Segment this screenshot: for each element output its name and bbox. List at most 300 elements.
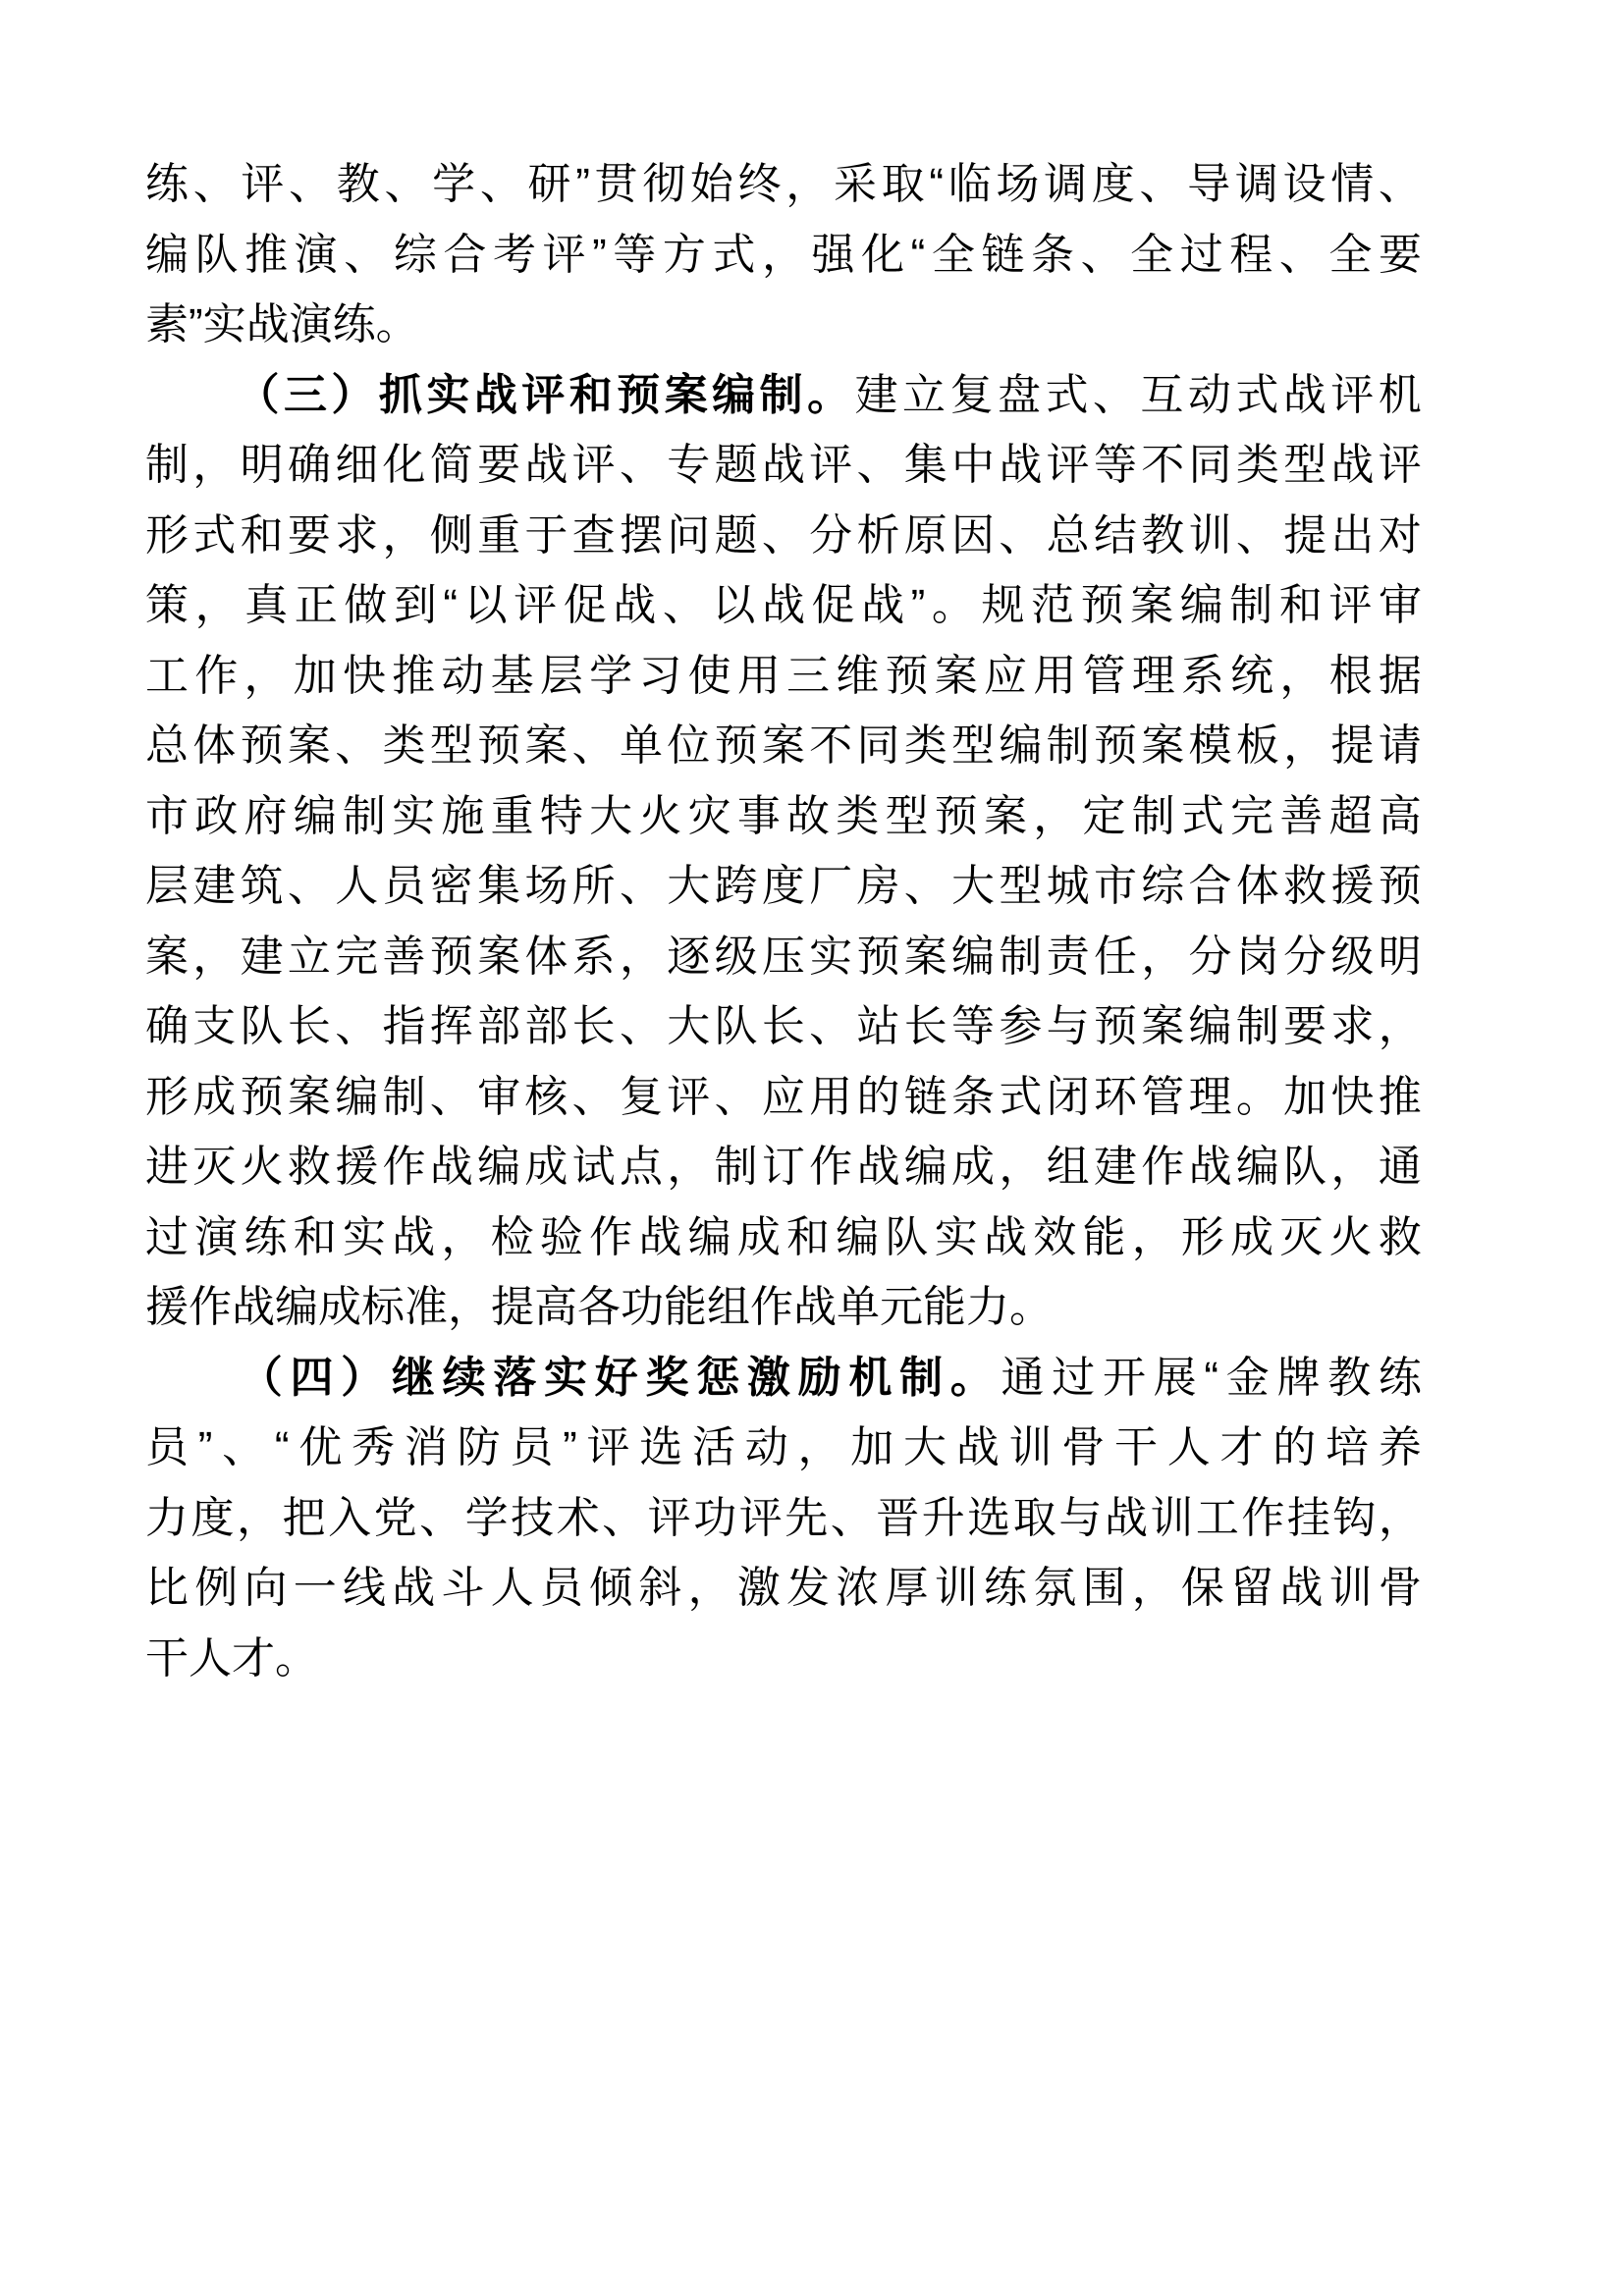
text-char: 训	[1150, 1493, 1194, 1542]
text-char: ，	[761, 230, 805, 279]
text-char: 才	[232, 1633, 275, 1682]
text-char: 等	[951, 1002, 996, 1050]
text-char: 编	[293, 791, 337, 840]
text-char: 开	[1102, 1353, 1146, 1402]
text-char: 条	[1031, 230, 1074, 279]
text-char: 长	[903, 1002, 947, 1050]
text-char: 、	[335, 1002, 379, 1050]
text-char: 合	[1188, 862, 1232, 910]
text-char: 支	[192, 1002, 237, 1050]
text-char: 立	[902, 370, 947, 419]
section-heading-char: 。	[949, 1353, 994, 1402]
text-line	[145, 501, 1422, 571]
text-char: 问	[667, 510, 711, 560]
text-line	[145, 1202, 1422, 1273]
text-char: 府	[244, 791, 288, 840]
text-char: 编	[1188, 1002, 1232, 1050]
text-char: 建	[1093, 1143, 1137, 1191]
text-char: 比	[145, 1564, 189, 1612]
text-char: 练	[145, 160, 189, 208]
text-char: 超	[1328, 791, 1373, 840]
text-char: 提	[1330, 721, 1375, 770]
text-char: 。	[375, 300, 419, 348]
text-char: 战	[524, 441, 568, 489]
text-char: 做	[344, 581, 388, 629]
text-char: ”	[575, 160, 590, 208]
text-char: 机	[1378, 370, 1422, 419]
text-char: 式	[999, 1072, 1043, 1121]
text-char: 评	[1330, 370, 1375, 419]
text-char: 要	[477, 441, 521, 489]
text-char: 推	[1378, 1072, 1422, 1121]
text-char: 程	[1229, 230, 1273, 279]
text-char: “	[1204, 1353, 1219, 1402]
section-heading-char: 三	[283, 370, 327, 419]
text-char: 、	[1139, 160, 1183, 208]
text-char: 作	[1141, 1143, 1185, 1191]
text-char: 三	[786, 651, 831, 700]
text-char: 体	[1235, 862, 1279, 910]
text-char: 评	[514, 581, 558, 629]
section-heading-char: 惩	[696, 1353, 740, 1402]
section-heading-char: 制	[759, 370, 803, 419]
text-char: 作	[189, 1283, 232, 1331]
text-char: 终	[737, 160, 782, 208]
text-char: 建	[854, 370, 898, 419]
text-char: 型	[951, 721, 996, 770]
text-char: 和	[1278, 581, 1323, 629]
text-char: 事	[736, 791, 781, 840]
section-heading-char: 继	[391, 1353, 435, 1402]
text-char: 快	[342, 651, 386, 700]
text-char: 元	[880, 1283, 923, 1331]
text-char: 战	[793, 1283, 837, 1331]
text-char: 升	[921, 1493, 965, 1542]
text-char: 筑	[240, 862, 284, 910]
text-char: 各	[577, 1283, 621, 1331]
text-char: “	[274, 1423, 290, 1471]
text-char: 复	[619, 1072, 663, 1121]
text-char: 案	[934, 651, 978, 700]
text-char: 演	[294, 230, 338, 279]
text-char: 式	[1235, 370, 1279, 419]
text-char: 实	[392, 791, 436, 840]
text-char: ，	[194, 581, 239, 629]
text-char: 集	[477, 862, 521, 910]
text-char: 过	[1179, 230, 1223, 279]
text-char: 确	[145, 1002, 189, 1050]
text-char: 案	[903, 932, 947, 981]
text-char: 演	[289, 300, 333, 348]
text-char: ，	[999, 1143, 1043, 1191]
text-char: 使	[687, 651, 731, 700]
text-char: 重	[477, 510, 521, 560]
text-char: 环	[1093, 1072, 1137, 1121]
text-char: 一	[293, 1564, 337, 1612]
text-char: 评	[1046, 441, 1090, 489]
section-heading-char: ）	[331, 370, 375, 419]
text-char: 战	[999, 441, 1043, 489]
text-char: 提	[491, 1283, 534, 1331]
text-char: 理	[1131, 651, 1175, 700]
text-char: 挥	[429, 1002, 473, 1050]
text-char: ，	[1131, 1212, 1175, 1261]
text-char: 查	[571, 510, 616, 560]
section-heading-char: 续	[442, 1353, 486, 1402]
text-char: 类	[1235, 441, 1279, 489]
text-char: 案	[145, 932, 189, 981]
text-char: ，	[1283, 721, 1327, 770]
section-heading-char: 奖	[645, 1353, 689, 1402]
text-char: 分	[1283, 932, 1327, 981]
text-char: 长	[287, 1002, 331, 1050]
text-char: 取	[1012, 1493, 1056, 1542]
text-char: 预	[240, 721, 284, 770]
text-char: 总	[145, 721, 189, 770]
text-char: 评	[667, 1072, 711, 1121]
text-char: 式	[1045, 370, 1089, 419]
text-char: 技	[511, 1493, 555, 1542]
text-char: 对	[1378, 510, 1422, 560]
text-char: 正	[294, 581, 338, 629]
text-char: 救	[287, 1143, 331, 1191]
text-char: 、	[903, 862, 947, 910]
text-char: 战	[613, 581, 657, 629]
text-char: 预	[856, 932, 900, 981]
text-char: 、	[662, 581, 706, 629]
text-char: 作	[809, 1143, 853, 1191]
text-char: 型	[429, 721, 473, 770]
text-char: 和	[240, 510, 284, 560]
text-char: 复	[949, 370, 994, 419]
text-char: 案	[287, 1072, 331, 1121]
text-line	[145, 1553, 1422, 1624]
text-char: 、	[761, 510, 805, 560]
text-char: 式	[192, 510, 237, 560]
text-char: 、	[419, 1493, 463, 1542]
text-char: 等	[613, 230, 657, 279]
text-char: 、	[571, 1072, 616, 1121]
text-char: ”	[910, 581, 926, 629]
text-char: ，	[244, 651, 288, 700]
text-char: 要	[1378, 230, 1422, 279]
text-char: 型	[999, 862, 1043, 910]
text-char: 过	[145, 1212, 189, 1261]
text-char: 与	[1046, 1002, 1090, 1050]
text-char: 、	[1092, 370, 1136, 419]
text-char: 钩	[1332, 1493, 1377, 1542]
text-char: 类	[903, 721, 947, 770]
text-char: “	[910, 230, 926, 279]
text-char: 效	[1033, 1212, 1077, 1261]
text-char: 通	[1001, 1353, 1045, 1402]
text-char: 责	[1046, 932, 1090, 981]
text-char: 、	[619, 1002, 663, 1050]
text-char: 单	[837, 1283, 880, 1331]
text-char: 加	[850, 1423, 894, 1471]
text-char: 部	[477, 1002, 521, 1050]
text-char: 大	[589, 791, 633, 840]
text-char: 编	[836, 1212, 880, 1261]
text-char: 规	[981, 581, 1025, 629]
text-char: “	[929, 160, 944, 208]
text-char: 例	[194, 1564, 239, 1612]
text-char: 系	[1180, 651, 1224, 700]
text-char: 员	[539, 1564, 583, 1612]
text-char: 考	[492, 230, 536, 279]
text-char: 火	[638, 791, 682, 840]
text-char: 形	[145, 510, 189, 560]
text-char: 场	[996, 160, 1040, 208]
text-char: 援	[145, 1283, 189, 1331]
text-char: 力	[966, 1283, 1009, 1331]
section-heading-char: 预	[617, 370, 661, 419]
text-char: ，	[785, 160, 830, 208]
text-char: 术	[556, 1493, 600, 1542]
text-char: 链	[903, 1072, 947, 1121]
text-char: 、	[571, 721, 616, 770]
text-char: 统	[1230, 651, 1274, 700]
text-char: 善	[1279, 791, 1324, 840]
section-heading-char: 激	[746, 1353, 790, 1402]
text-char: 、	[619, 862, 663, 910]
text-char: 训	[1328, 1564, 1373, 1612]
text-char: 总	[1046, 510, 1090, 560]
text-char: 审	[477, 1072, 521, 1121]
text-char: 逐	[667, 932, 711, 981]
text-char: 全	[1328, 230, 1373, 279]
text-char: 编	[477, 1143, 521, 1191]
text-char: 专	[667, 441, 711, 489]
text-char: 密	[429, 862, 473, 910]
text-char: 成	[736, 1212, 781, 1261]
text-line	[145, 1483, 1422, 1554]
text-char: 金	[1225, 1353, 1270, 1402]
text-char: 应	[983, 651, 1027, 700]
text-char: ，	[1330, 1143, 1375, 1191]
text-char: 定	[1082, 791, 1126, 840]
text-char: ，	[237, 1493, 281, 1542]
text-char: 队	[194, 230, 239, 279]
text-char: 养	[1378, 1423, 1422, 1471]
text-char: 练	[332, 300, 376, 348]
text-char: 制	[1229, 581, 1273, 629]
text-char: 范	[1031, 581, 1074, 629]
text-char: 善	[382, 932, 426, 981]
paragraph	[145, 360, 1422, 1343]
text-char: 评	[1328, 581, 1373, 629]
text-char: 牌	[1276, 1353, 1321, 1402]
text-char: 预	[1093, 721, 1137, 770]
text-char: ”	[197, 1423, 213, 1471]
text-char: 度	[1091, 160, 1135, 208]
text-char: 场	[524, 862, 568, 910]
text-char: 秀	[352, 1423, 396, 1471]
text-char: 。	[1235, 1072, 1279, 1121]
text-char: 故	[786, 791, 831, 840]
text-char: 战	[856, 1143, 900, 1191]
text-char: 制	[999, 932, 1043, 981]
text-char: 订	[761, 1143, 805, 1191]
text-char: 管	[1141, 1072, 1185, 1121]
text-char: 评	[809, 441, 853, 489]
text-char: 编	[1235, 1143, 1279, 1191]
text-char: 、	[714, 1072, 758, 1121]
text-char: 房	[856, 862, 900, 910]
text-line	[145, 1272, 1422, 1343]
text-char: 先	[785, 1493, 829, 1542]
text-char: 加	[1283, 1072, 1327, 1121]
paragraph-indent	[145, 360, 232, 431]
text-char: 培	[1325, 1423, 1369, 1471]
text-line	[145, 991, 1422, 1062]
text-char: 战	[861, 581, 905, 629]
text-char: 准	[405, 1283, 448, 1331]
text-char: 工	[1195, 1493, 1239, 1542]
text-char: 立	[287, 932, 331, 981]
text-char: 动	[1187, 370, 1231, 419]
text-char: 入	[328, 1493, 372, 1542]
text-char: 临	[947, 160, 992, 208]
text-char: ，	[382, 510, 426, 560]
text-char: 政	[194, 791, 239, 840]
text-char: 功	[621, 1283, 664, 1331]
text-char: 战	[1104, 1493, 1148, 1542]
text-char: 型	[885, 791, 929, 840]
text-char: 核	[524, 1072, 568, 1121]
text-char: 保	[1180, 1564, 1224, 1612]
text-char: 案	[1130, 581, 1174, 629]
text-char: 训	[1008, 1423, 1053, 1471]
text-char: 化	[861, 230, 905, 279]
text-char: 因	[951, 510, 996, 560]
text-char: 情	[1330, 160, 1375, 208]
text-char: 导	[1187, 160, 1231, 208]
text-char: 应	[761, 1072, 805, 1121]
text-char: 不	[1141, 441, 1185, 489]
text-char: 请	[1378, 721, 1422, 770]
text-char: 特	[539, 791, 583, 840]
text-char: 灭	[192, 1143, 237, 1191]
text-char: 制	[1235, 1002, 1279, 1050]
text-char: 出	[1330, 510, 1375, 560]
text-char: 层	[539, 651, 583, 700]
text-char: 火	[1328, 1212, 1373, 1261]
text-char: 员	[145, 1423, 189, 1471]
text-char: 战	[983, 1212, 1027, 1261]
text-char: 策	[145, 581, 189, 629]
text-char: 试	[571, 1143, 616, 1191]
text-char: 调	[1044, 160, 1088, 208]
text-char: 人	[189, 1633, 232, 1682]
text-char: 城	[1046, 862, 1090, 910]
text-char: 审	[1378, 581, 1422, 629]
text-char: 习	[638, 651, 682, 700]
section-heading-char: 实	[544, 1353, 588, 1402]
text-char: 援	[1330, 862, 1375, 910]
section-heading-char: 和	[568, 370, 613, 419]
text-char: ，	[1378, 1493, 1422, 1542]
text-char: 、	[1378, 160, 1422, 208]
text-char: 级	[714, 932, 758, 981]
text-char: 、	[1278, 230, 1323, 279]
text-char: 盘	[997, 370, 1041, 419]
text-line	[145, 711, 1422, 781]
text-char: 作	[1241, 1493, 1285, 1542]
text-char: 评	[586, 1423, 630, 1471]
text-char: 实	[809, 932, 853, 981]
text-char: 推	[392, 651, 436, 700]
section-heading-char: 编	[712, 370, 756, 419]
text-char: 能	[664, 1283, 707, 1331]
text-char: 员	[510, 1423, 554, 1471]
text-char: 方	[662, 230, 706, 279]
text-char: 长	[571, 1002, 616, 1050]
text-char: 要	[1283, 1002, 1327, 1050]
text-char: 位	[667, 721, 711, 770]
text-char: 动	[441, 651, 485, 700]
text-char: 明	[240, 441, 284, 489]
text-char: 快	[1330, 1072, 1375, 1121]
text-char: 式	[1180, 791, 1224, 840]
text-char: 援	[335, 1143, 379, 1191]
section-heading-char: 制	[899, 1353, 944, 1402]
text-char: 度	[761, 862, 805, 910]
text-char: 强	[811, 230, 855, 279]
text-char: 干	[1113, 1423, 1158, 1471]
text-line	[145, 1343, 1422, 1414]
text-char: 制	[342, 791, 386, 840]
text-char: 通	[1378, 1143, 1422, 1191]
text-char: 骨	[1378, 1564, 1422, 1612]
text-char: 实	[202, 300, 246, 348]
text-char: 作	[382, 1143, 426, 1191]
text-line	[145, 220, 1422, 291]
text-line	[145, 290, 1422, 360]
text-char: 战	[1330, 441, 1375, 489]
text-char: 维	[836, 651, 880, 700]
text-char: 预	[1093, 1002, 1137, 1050]
text-char: 预	[1080, 581, 1124, 629]
text-char: 才	[1219, 1423, 1264, 1471]
paragraph	[145, 149, 1422, 360]
text-char: 过	[1052, 1353, 1096, 1402]
text-char: 系	[571, 932, 616, 981]
text-char: 、	[429, 1072, 473, 1121]
text-char: ”	[563, 1423, 577, 1471]
text-char: 用	[1033, 651, 1077, 700]
text-char: 学	[464, 1493, 509, 1542]
text-char: 发	[786, 1564, 831, 1612]
text-char: 预	[1378, 862, 1422, 910]
text-char: 板	[1235, 721, 1279, 770]
text-char: 案	[983, 791, 1027, 840]
text-char: 人	[490, 1564, 534, 1612]
text-char: 案	[1141, 1002, 1185, 1050]
text-char: 案	[287, 721, 331, 770]
text-char: 研	[527, 160, 571, 208]
text-char: 细	[335, 441, 379, 489]
text-char: 评	[647, 1493, 691, 1542]
text-char: 真	[244, 581, 289, 629]
section-heading-char: 抓	[378, 370, 422, 419]
text-char: 、	[830, 1493, 874, 1542]
text-char: 评	[1378, 441, 1422, 489]
text-char: 评	[571, 441, 616, 489]
text-char: 贯	[594, 160, 638, 208]
text-char: 晋	[876, 1493, 920, 1542]
text-char: 案	[477, 932, 521, 981]
